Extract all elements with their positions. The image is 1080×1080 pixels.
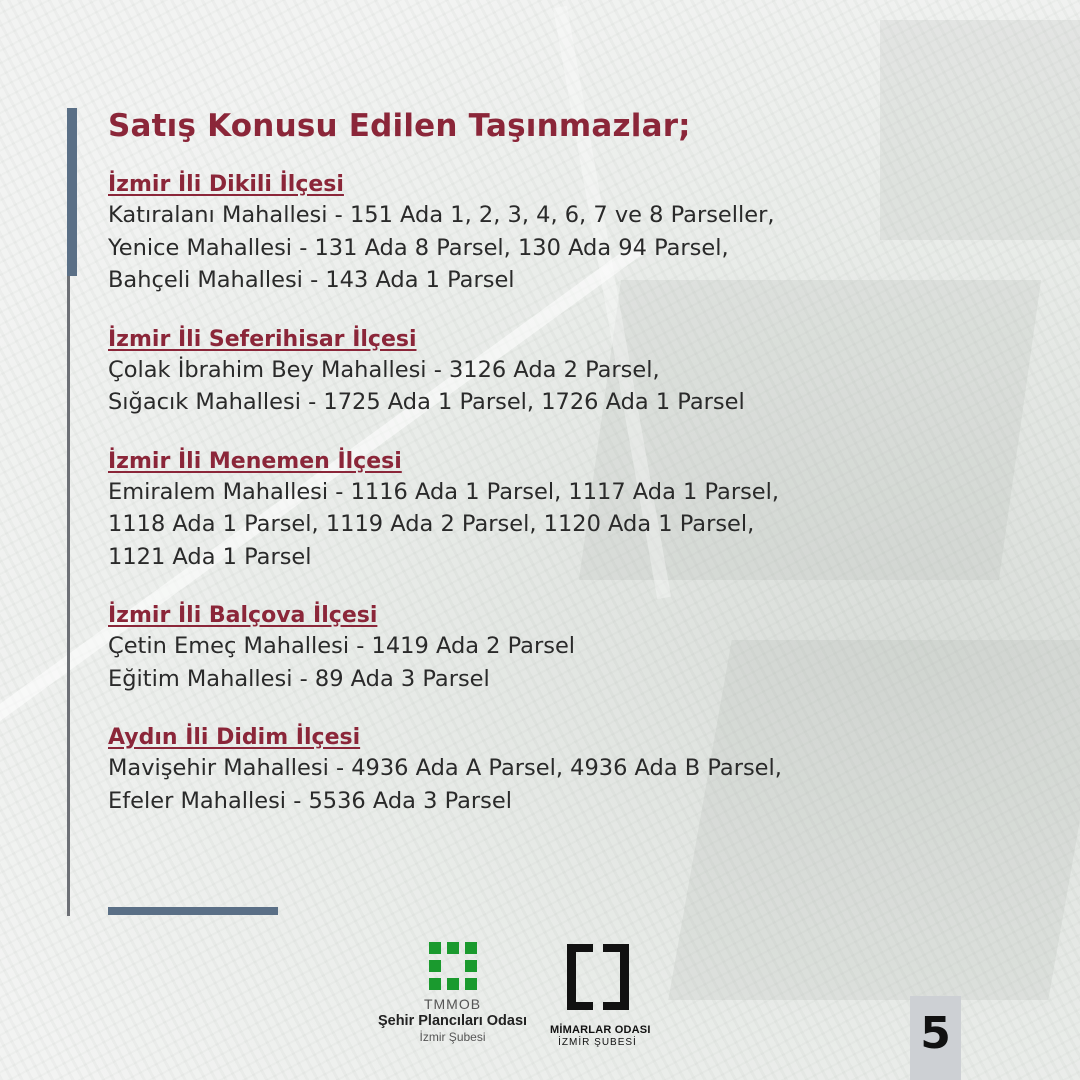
district-section-menemen [108, 449, 1008, 574]
spo-logo-line3: İzmir Şubesi [419, 1030, 486, 1044]
district-title: İzmir İli Seferihisar İlçesi [108, 326, 417, 352]
vertical-accent-bar [67, 108, 77, 276]
parcel-line: Çetin Emeç Mahallesi - 1419 Ada 2 Parsel [108, 633, 576, 659]
district-title: İzmir İli Dikili İlçesi [108, 172, 344, 197]
main-content [108, 108, 1008, 847]
spo-logo-line1: TMMOB [423, 996, 482, 1012]
district-section-didim [108, 725, 1008, 817]
parcel-line: Emiralem Mahallesi - 1116 Ada 1 Parsel, 1117 Ada 1 Parsel, [108, 478, 780, 505]
parcel-line: Bahçeli Mahallesi - 143 Ada 1 Parsel [108, 267, 515, 293]
district-title: İzmir İli Balçova İlçesi [108, 603, 378, 628]
district-section-seferihisar [108, 327, 1008, 419]
parcel-line: Katıralanı Mahallesi - 151 Ada 1, 2, 3, 4, 6, 7 ve 8 Parseller, [108, 202, 775, 228]
parcel-line: Çolak İbrahim Bey Mahallesi - 3126 Ada 2 Parsel, [108, 356, 660, 383]
mo-logo-line1: MİMARLAR ODASI [550, 1024, 651, 1036]
district-title: İzmir İli Menemen İlçesi [108, 448, 402, 474]
bottom-accent-bar [108, 907, 278, 915]
page-title: Satış Konusu Edilen Taşınmazlar; [108, 108, 691, 144]
parcel-line: Efeler Mahallesi - 5536 Ada 3 Parsel [108, 787, 512, 814]
parcel-line: Mavişehir Mahallesi - 4936 Ada A Parsel, 4936 Ada B Parsel, [108, 755, 782, 781]
parcel-line: 1121 Ada 1 Parsel [108, 543, 312, 570]
spo-logo-line2: Şehir Plancıları Odası [377, 1013, 528, 1029]
parcel-line: Yenice Mahallesi - 131 Ada 8 Parsel, 130 Ada 94 Parsel, [108, 234, 729, 261]
spo-grid-icon [429, 942, 477, 990]
mo-logo-line2: İZMİR ŞUBESİ [558, 1037, 637, 1048]
parcel-line: Eğitim Mahallesi - 89 Ada 3 Parsel [108, 665, 490, 692]
parcel-line: 1118 Ada 1 Parsel, 1119 Ada 2 Parsel, 1120 Ada 1 Parsel, [108, 511, 755, 537]
bracket-logo-icon [563, 942, 633, 1012]
mo-logo [550, 942, 651, 1048]
parcel-line: Sığacık Mahallesi - 1725 Ada 1 Parsel, 1726 Ada 1 Parsel [108, 389, 745, 415]
district-title: Aydın İli Didim İlçesi [108, 725, 361, 750]
page-number: 5 [910, 996, 961, 1080]
district-section-balcova [108, 603, 1008, 695]
district-section-dikili [108, 172, 1008, 297]
spo-logo [370, 942, 535, 1044]
